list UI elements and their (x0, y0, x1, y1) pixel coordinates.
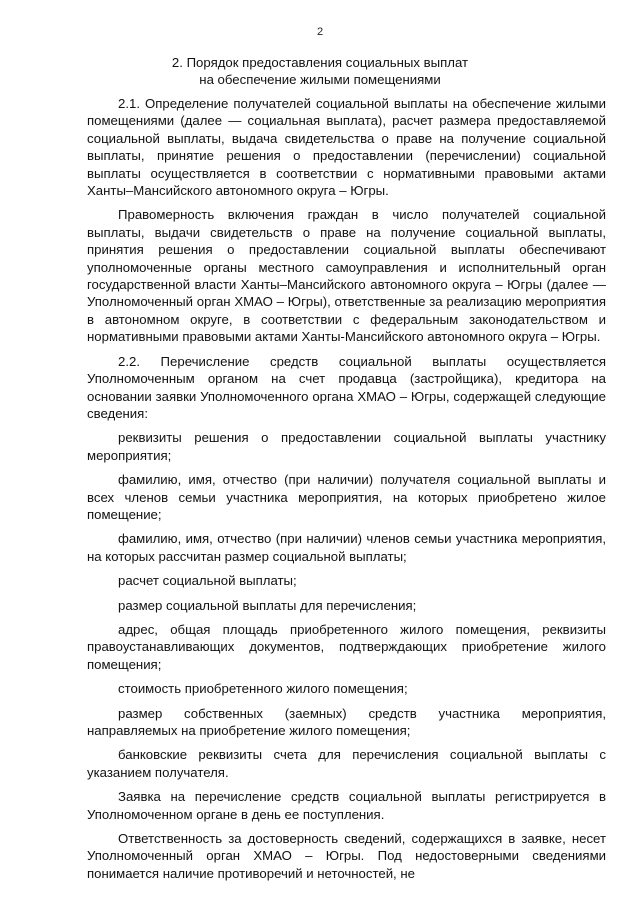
section-heading-line-2: на обеспечение жилыми помещениями (199, 72, 441, 87)
list-item-calculation: расчет социальной выплаты; (118, 573, 297, 589)
list-item-own-funds: размер собственных (заемных) средств участника мероприятия, направляемых на приобретение жилого помещения; (87, 705, 606, 738)
list-item-address: адрес, общая площадь приобретенного жилого помещения, реквизиты правоустанавливающих документов, подтверждающих приобретение жилого помещения; (87, 621, 606, 672)
paragraph-2-1: 2.1. Определение получателей социальной выплаты на обеспечение жилыми помещениями (далее — социальная выплата), расчет размера предоставляемой социальной выплаты, выдача свидетельства о праве на получение социальной выплаты, принятие решения о предоставлении (перечислении) социальной выплаты осуществляется в соответствии с нормативными правовыми актами Ханты–Мансийского автономного округа – Югры. (87, 96, 606, 199)
list-item-bank-details: банковские реквизиты счета для перечисления социальной выплаты с указанием получателя. (87, 747, 606, 780)
list-item-recipient-names: фамилию, имя, отчество (при наличии) получателя социальной выплаты и всех членов семьи участника мероприятия, на которых приобретено жилое помещение; (87, 472, 606, 522)
paragraph-legality: Правомерность включения граждан в число получателей социальной выплаты, выдачи свидетельств о праве на получение социальной выплаты, принятия решения о предоставлении социальной выплаты обеспечивают уполномоченные органы местного самоуправления и исполнительный орган государственной власти Ханты–Мансийского автономного округа – Югры (далее — Уполномоченный орган ХМАО – Югры), ответственные за реализацию мероприятия в автономном округе, в соответствии с федеральным законодательством и нормативными правовыми актами Ханты-Мансийского автономного округа – Югры. (87, 207, 606, 345)
section-heading-line-1: 2. Порядок предоставления социальных выплат (171, 55, 469, 70)
page-number: 2 (316, 26, 324, 38)
list-item-payment-amount: размер социальной выплаты для перечисления; (118, 597, 417, 613)
document-body (87, 95, 606, 882)
paragraph-responsibility: Ответственность за достоверность сведений, содержащихся в заявке, несет Уполномоченный орган ХМАО – Югры. Под недостоверными сведениями понимается наличие противоречий и неточностей, не (87, 831, 606, 881)
paragraph-registration: Заявка на перечисление средств социальной выплаты регистрируется в Уполномоченном органе в день ее поступления. (87, 789, 606, 822)
list-item-cost: стоимость приобретенного жилого помещения; (118, 681, 408, 697)
section-heading (80, 54, 560, 88)
paragraph-2-2: 2.2. Перечисление средств социальной выплаты осуществляется Уполномоченным органом на счет продавца (застройщика), кредитора на основании заявки Уполномоченного органа ХМАО – Югры, содержащей следующие сведения: (87, 353, 606, 421)
list-item-family-names: фамилию, имя, отчество (при наличии) членов семьи участника мероприятия, на которых рассчитан размер социальной выплаты; (87, 531, 606, 564)
list-item-decision-details: реквизиты решения о предоставлении социальной выплаты участнику мероприятия; (87, 430, 606, 463)
